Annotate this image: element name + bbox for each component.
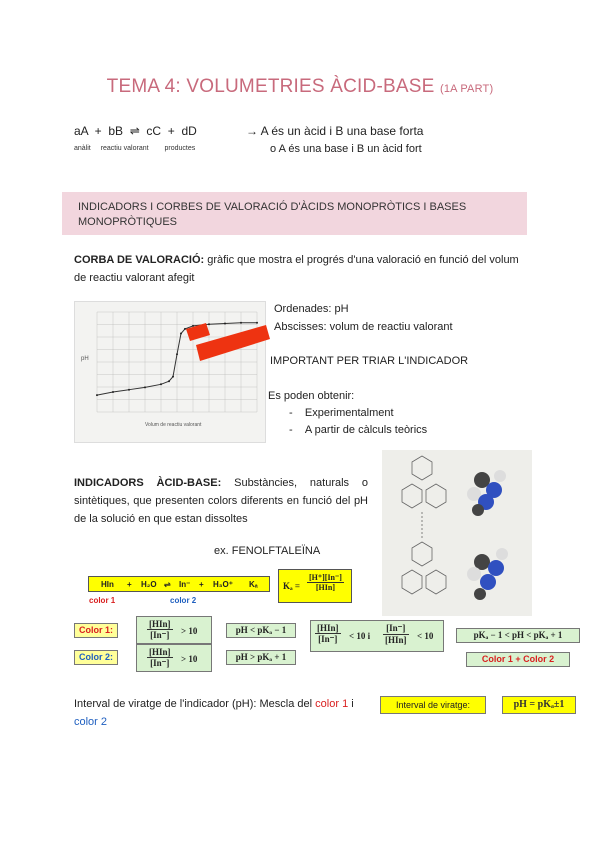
ka-denominator: [HIn] bbox=[315, 583, 335, 592]
chart-abscisses: Abscisses: volum de reactiu valorant bbox=[274, 321, 453, 333]
corba-paragraph bbox=[74, 251, 529, 287]
ratio-numerator: [HIn] bbox=[149, 619, 171, 629]
ka-expression-box bbox=[278, 569, 352, 603]
indicator-reaction-bar bbox=[88, 576, 270, 592]
ratio-comparison: < 10 i bbox=[349, 631, 371, 641]
interval-text: Interval de viratge de l'indicador (pH): Mescla del bbox=[74, 698, 316, 710]
phenolphthalein-molecule-image bbox=[382, 450, 532, 616]
color1-rule-label: Color 1: bbox=[74, 623, 118, 638]
interval-color1: color 1 bbox=[315, 698, 349, 710]
section-heading-text: INDICADORS I CORBES DE VALORACIÓ D'ÀCIDS MONOPRÒTICS I BASES MONOPRÒTIQUES bbox=[78, 201, 467, 228]
reaction-plus: + bbox=[199, 580, 204, 589]
ratio-numerator: [In⁻] bbox=[383, 623, 409, 635]
data-point bbox=[144, 386, 146, 388]
mixed-ratio-box bbox=[310, 620, 444, 652]
color2-ph-box: pH > pKₐ + 1 bbox=[226, 650, 296, 665]
ratio-denominator: [In⁻] bbox=[150, 630, 170, 640]
color2-rule-label: Color 2: bbox=[74, 650, 118, 665]
title-suffix: (1A PART) bbox=[439, 83, 494, 95]
title-main: TEMA 4: VOLUMETRIES ÀCID-BASE bbox=[106, 76, 435, 97]
interval-formula-box: pH = pKₐ±1 bbox=[502, 696, 576, 714]
reaction-in: In⁻ bbox=[179, 580, 191, 589]
data-point bbox=[180, 333, 182, 335]
equation-note-2: o A és una base i B un àcid fort bbox=[270, 143, 422, 155]
list-item: - Experimentalment bbox=[289, 407, 394, 419]
ka-lhs: Kₐ = bbox=[283, 581, 301, 591]
ka-numerator: [H⁺][In⁻] bbox=[309, 573, 342, 582]
data-point bbox=[172, 376, 174, 378]
data-point bbox=[112, 391, 114, 393]
interval-box-label: Interval de viratge: bbox=[380, 696, 486, 714]
list-item: - A partir de càlculs teòrics bbox=[289, 424, 428, 436]
list-item-text: Experimentalment bbox=[304, 407, 394, 419]
arrow-graphic bbox=[186, 315, 270, 365]
reaction-k: Kₐ bbox=[249, 580, 258, 589]
ratio-numerator: [HIn] bbox=[149, 647, 171, 657]
color2-ratio-box bbox=[136, 644, 212, 672]
chart-ordenades: Ordenades: pH bbox=[274, 303, 349, 315]
arrow-segment-1 bbox=[186, 323, 210, 341]
chart-ylabel: pH bbox=[81, 356, 89, 362]
molecule-model-1 bbox=[467, 470, 506, 516]
color1-ratio-box bbox=[136, 616, 212, 644]
ratio-comparison: > 10 bbox=[181, 626, 198, 636]
label-analit: anàlit bbox=[74, 145, 91, 152]
reaction-equation: aA + bB ⇌ cC + dD bbox=[74, 124, 197, 138]
corba-term: CORBA DE VALORACIÓ: bbox=[74, 254, 205, 266]
example-label: ex. FENOLFTALEÏNA bbox=[214, 545, 321, 557]
interval-color2: color 2 bbox=[74, 716, 108, 728]
label-productes: productes bbox=[164, 145, 196, 152]
reaction-plus: + bbox=[127, 580, 132, 589]
ratio-denominator: [In⁻] bbox=[150, 658, 170, 668]
indicadors-definition: Substàncies, naturals o sintètiques, que presenten colors diferents en funció del pH de la solució en que estan dissoltes bbox=[74, 477, 369, 525]
data-point bbox=[96, 394, 98, 396]
chart-es-poden: Es poden obtenir: bbox=[268, 390, 355, 402]
equation-sublabels bbox=[74, 145, 195, 152]
corba-definition: gràfic que mostra el progrés d'una valoració en funció del volum de reactiu valorant afegit bbox=[74, 254, 519, 284]
ratio-denominator: [In⁻] bbox=[318, 634, 338, 644]
reaction-h3o: H₃O⁺ bbox=[213, 580, 233, 589]
reaction-h2o: H₂O bbox=[141, 580, 157, 589]
chart-xlabel: Volum de reactiu valorant bbox=[145, 422, 202, 428]
ratio-comparison: > 10 bbox=[181, 654, 198, 664]
label-reactiu: reactiu valorant bbox=[100, 145, 149, 152]
interval-paragraph bbox=[74, 695, 370, 731]
equation-note-1: → A és un àcid i B una base forta bbox=[246, 124, 424, 138]
data-point bbox=[176, 353, 178, 355]
indicadors-term: INDICADORS ÀCID-BASE: bbox=[74, 477, 222, 489]
color1-label: color 1 bbox=[89, 596, 116, 605]
interval-and: i bbox=[348, 698, 354, 710]
list-item-text: A partir de càlculs teòrics bbox=[304, 424, 428, 436]
section-heading bbox=[62, 192, 527, 235]
data-point bbox=[128, 389, 130, 391]
mixed-colors-box: Color 1 + Color 2 bbox=[466, 652, 570, 667]
reaction-hin: HIn bbox=[101, 580, 114, 589]
color1-ph-box: pH < pKₐ − 1 bbox=[226, 623, 296, 638]
chart-important: IMPORTANT PER TRIAR L'INDICADOR bbox=[270, 355, 469, 367]
mixed-ph-box: pKₐ − 1 < pH < pKₐ + 1 bbox=[456, 628, 580, 643]
data-point bbox=[168, 380, 170, 382]
ratio-comparison: < 10 bbox=[417, 631, 434, 641]
page-title bbox=[0, 76, 600, 98]
reaction-eq: ⇌ bbox=[164, 580, 171, 589]
molecule-model-2 bbox=[467, 548, 508, 600]
color2-label: color 2 bbox=[170, 596, 197, 605]
data-point bbox=[160, 383, 162, 385]
indicadors-paragraph bbox=[74, 474, 368, 528]
ratio-denominator: [HIn] bbox=[385, 635, 407, 645]
ratio-numerator: [HIn] bbox=[317, 623, 339, 633]
